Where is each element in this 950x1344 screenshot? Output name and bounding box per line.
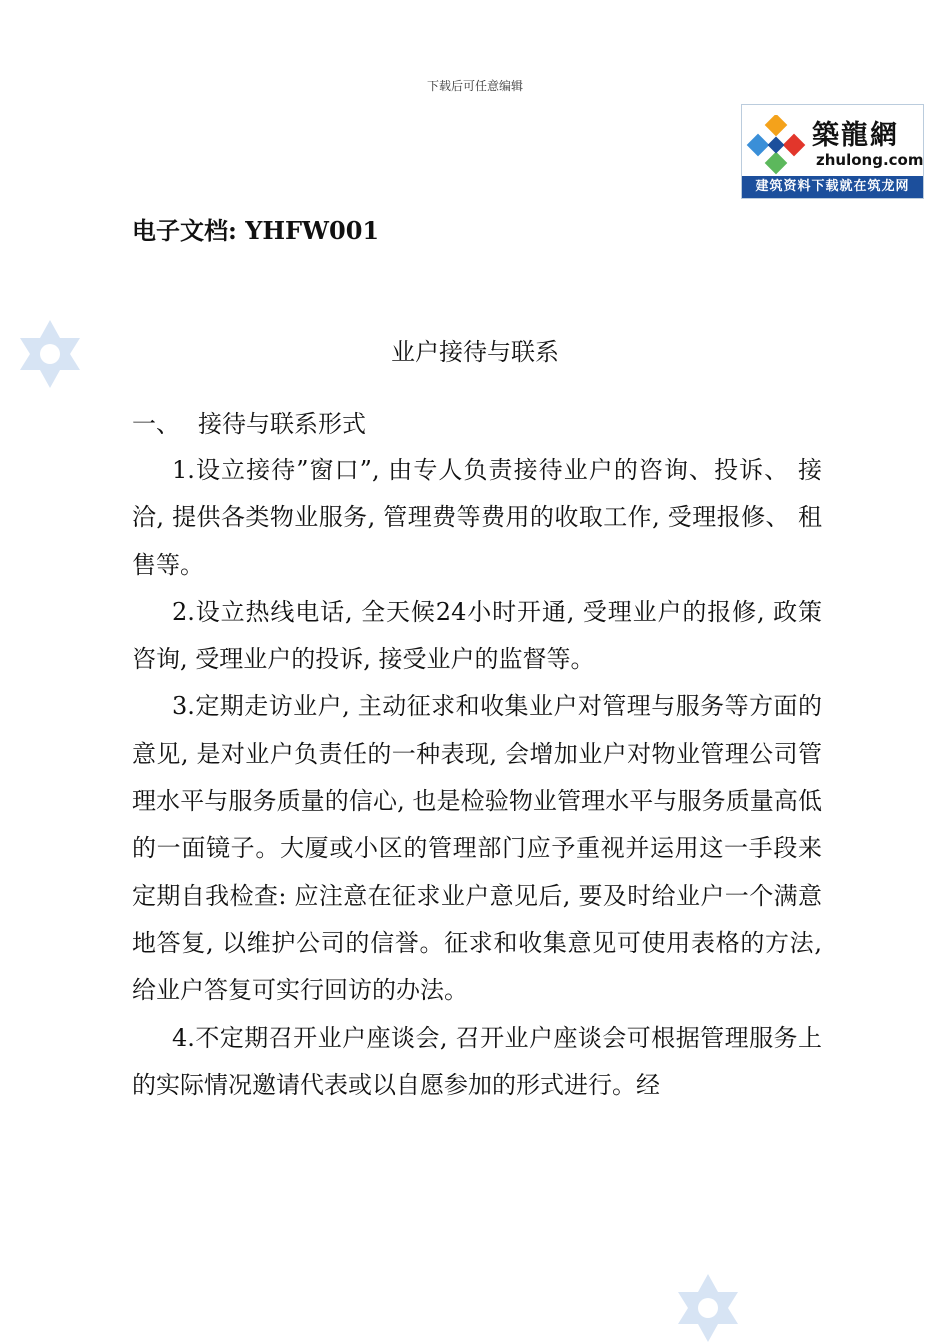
section-number: 一、: [132, 410, 180, 438]
logo-brand-en: zhulong.com: [816, 151, 924, 169]
document-code: 电子文档: YHFW001: [132, 216, 380, 245]
paragraph: 3.定期走访业户, 主动征求和收集业户对管理与服务等方面的意见, 是对业户负责任的一种表现, 会增加业户对物业管理公司管理水平与服务质量的信心, 也是检验物业管理水平与服务质量高低的一面镜子。大厦或小区的管理部门应予重视并运用这一手段来定期自我检查: 应注意在征求业户意见后, 要及时给业户一个满意地答复, 以维护公司的信誉。征求和收集意见可使用表格的方法, 给业户答复可实行回访的办法。: [132, 692, 822, 1005]
paragraph: 1.设立接待”窗口”, 由专人负责接待业户的咨询、投诉、 接洽, 提供各类物业服务, 管理费等费用的收取工作, 受理报修、 租售等。: [132, 456, 822, 579]
zhulong-logo-mark-icon: [746, 115, 806, 175]
zhulong-logo: [741, 104, 924, 199]
watermark-snowflake-icon: [672, 1272, 744, 1344]
section-title: 接待与联系形式: [198, 410, 366, 438]
document-title: 业户接待与联系: [391, 338, 559, 366]
logo-brand-cn: 築龍網: [812, 120, 899, 151]
paragraph: 2.设立热线电话, 全天候24小时开通, 受理业户的报修, 政策咨询, 受理业户的投诉, 接受业户的监督等。: [132, 597, 822, 674]
body-text: [132, 447, 822, 1109]
paragraph: 4.不定期召开业户座谈会, 召开业户座谈会可根据管理服务上的实际情况邀请代表或以自愿参加的形式进行。经: [132, 1023, 822, 1099]
section-heading: [132, 404, 366, 439]
header-note: 下载后可任意编辑: [426, 79, 523, 93]
logo-slogan: 建筑资料下载就在筑龙网: [742, 176, 923, 198]
